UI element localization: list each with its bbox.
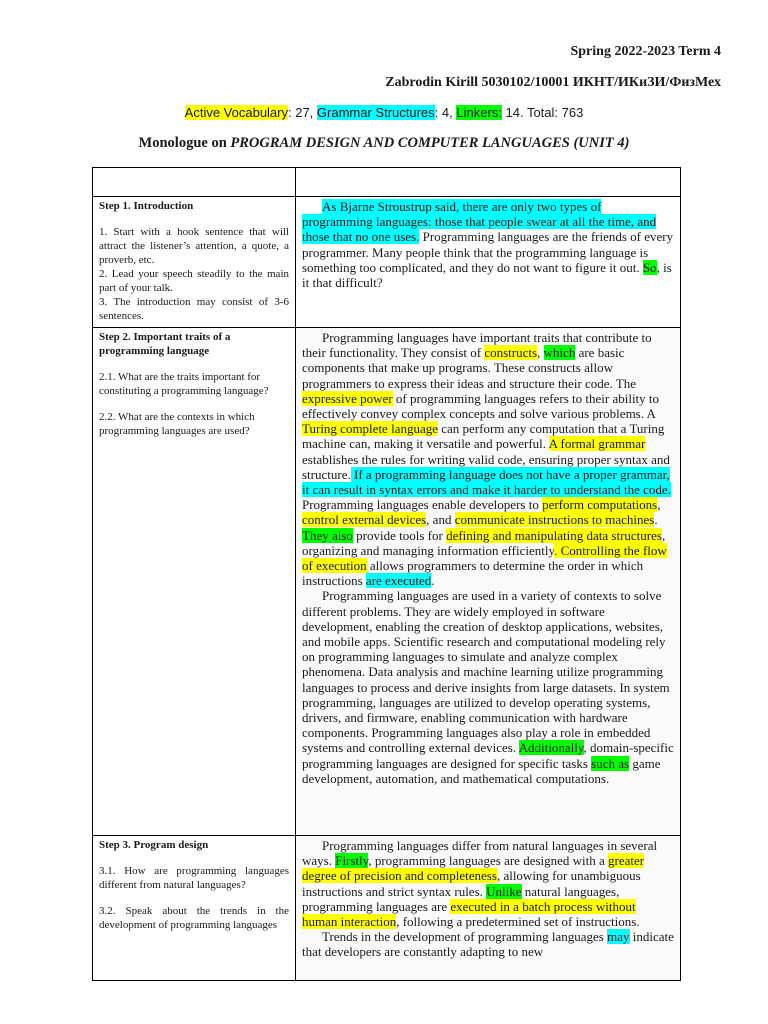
term-header: Spring 2022-2023 Term 4 [570, 44, 721, 59]
hl: If a programming language does not have a proper grammar, it can result in syntax errors and make it harder to understand the code. [302, 466, 671, 498]
step3-text [296, 836, 681, 981]
hl: perform computations [542, 497, 658, 513]
grammar-label: Grammar Structures [316, 105, 435, 120]
student-header: Zabrodin Kirill 5030102/10001 ИКНТ/ИКиЗИ/ФизМех [385, 75, 721, 90]
hl: control external devices [302, 512, 427, 528]
txt: natural languages, programming languages are [302, 883, 620, 914]
linkers-value: 14. Total: 763 [501, 105, 584, 120]
txt: provide tools for [352, 527, 447, 543]
txt: . [431, 573, 435, 589]
hl: Turing complete language [302, 421, 438, 437]
txt: , allowing for unambiguous instructions and strict syntax rules. [302, 868, 641, 899]
txt: Trends in the development of programming languages [322, 929, 608, 945]
hl: Unlike [486, 883, 522, 899]
txt: game development, automation, and mathematical computations. [302, 755, 661, 786]
txt: Programming languages differ from natural languages in several ways. [302, 838, 658, 869]
step3-title: Step 3. Program design [99, 839, 209, 851]
step2-guidance [93, 328, 296, 836]
step2-text [296, 328, 681, 836]
hl: constructs [484, 345, 538, 361]
txt: can perform any computation that a Turing machine can, making it versatile and powerful. [302, 421, 665, 452]
hl: As Bjarne Stroustrup said, there are only two types of programming languages: those that people swear at all the time, and those that no one uses. [302, 199, 657, 245]
title-topic: PROGRAM DESIGN AND COMPUTER LANGUAGES (UNIT 4) [230, 135, 630, 151]
hl: defining and manipulating data structures [446, 527, 662, 543]
header-row [93, 168, 681, 197]
txt: Programming languages enable developers to [302, 497, 543, 513]
hl: They also [302, 527, 353, 543]
txt: Programming languages are used in a variety of contexts to solve different problems. They are widely employed in software development, enabling the creation of desktop applications, websites, and mobile apps. Scientific research and computational modeling rely on programming languages to simulate and analyze complex phenomena. Data analysis and machine learning utilize programming languages to process and derive insights from large datasets. In system programming, languages are utilized to develop operating systems, drivers, and firmware, enabling communication with hardware components. Programming languages also play a role in embedded systems and controlling external devices. [302, 588, 670, 756]
step3-question-1: 3.1. How are programming languages different from natural languages? [99, 865, 289, 891]
hl: expressive power [302, 390, 393, 406]
hl: So [642, 259, 657, 275]
txt: , following a predetermined set of instructions. [396, 914, 640, 930]
step2-row [93, 328, 681, 836]
txt: of programming languages refers to their ability to effectively convey complex concepts and solve various problems. A [302, 390, 660, 422]
hl: communicate instructions to machines [454, 512, 655, 528]
hl: Additionally [518, 740, 584, 756]
vocab-value: : 27, [288, 105, 317, 120]
step1-instruction-2: 2. Lead your speech steadily to the main part of your talk. [99, 268, 289, 294]
txt: . [654, 512, 658, 528]
step2-title: Step 2. Important traits of a programming language [99, 331, 231, 357]
step1-row [93, 197, 681, 328]
step1-title: Step 1. Introduction [99, 200, 194, 212]
txt: , [657, 497, 661, 513]
txt: Programming languages have important traits that contribute to their functionality. They consist of [302, 330, 652, 361]
txt: , and [426, 512, 455, 528]
step1-instruction-3: 3. The introduction may consist of 3-6 sentences. [99, 296, 289, 322]
step1-paragraph [302, 199, 674, 290]
step1-instruction-1: 1. Start with a hook sentence that will attract the listener’s attention, a quote, a proverb, etc. [99, 226, 289, 266]
step1-text [296, 197, 681, 328]
txt: , organizing and managing information efficiently [302, 527, 666, 558]
linkers-label: Linkers: [456, 105, 502, 120]
header-cell-right [296, 168, 681, 197]
txt: are basic components that make up programs. These constructs allow programmers to express their ideas and structure their code. The [302, 345, 637, 391]
step2-paragraph-1 [302, 330, 674, 588]
txt: establishes the rules for writing valid code, ensuring proper syntax and structure. [302, 451, 670, 482]
page-title [0, 135, 768, 152]
hl: Firstly [335, 853, 369, 869]
hl: which [543, 345, 576, 361]
hl: . Controlling the flow of execution [302, 542, 667, 574]
step3-paragraph-1 [302, 838, 674, 929]
vocab-label: Active Vocabulary [184, 105, 288, 120]
step2-question-2: 2.2. What are the contexts in which programming languages are used? [99, 411, 255, 437]
txt: , domain-specific programming languages are designed for specific tasks [302, 740, 674, 771]
step3-guidance [93, 836, 296, 981]
hl: may [607, 929, 630, 945]
word-stats [0, 105, 768, 120]
step3-question-2: 3.2. Speak about the trends in the development of programming languages [99, 905, 289, 931]
txt: , is it that difficult? [302, 259, 672, 291]
hl: are executed [365, 573, 432, 589]
hl: such as [591, 755, 630, 771]
txt: , [537, 345, 544, 361]
grammar-value: : 4, [434, 105, 457, 120]
txt: , programming languages are designed with a [368, 853, 609, 869]
title-prefix: Monologue on [138, 135, 231, 151]
step1-guidance [93, 197, 296, 328]
txt: indicate that developers are constantly adapting to new [302, 929, 674, 960]
monologue-table [92, 167, 681, 981]
step2-question-1: 2.1. What are the traits important for constituting a programming language? [99, 371, 269, 397]
hl: A formal grammar [548, 436, 646, 452]
txt: Programming languages are the friends of every programmer. Many people think that the programming language is something too complicated, and they do not want to figure it out. [302, 229, 674, 275]
step2-paragraph-2 [302, 588, 674, 786]
step3-paragraph-2 [302, 929, 674, 959]
hl: greater degree of precision and completeness [302, 853, 645, 884]
header-cell-left [93, 168, 296, 197]
hl: executed in a batch process without human interaction [302, 898, 636, 930]
txt: allows programmers to determine the order in which instructions [302, 558, 644, 589]
step3-row [93, 836, 681, 981]
